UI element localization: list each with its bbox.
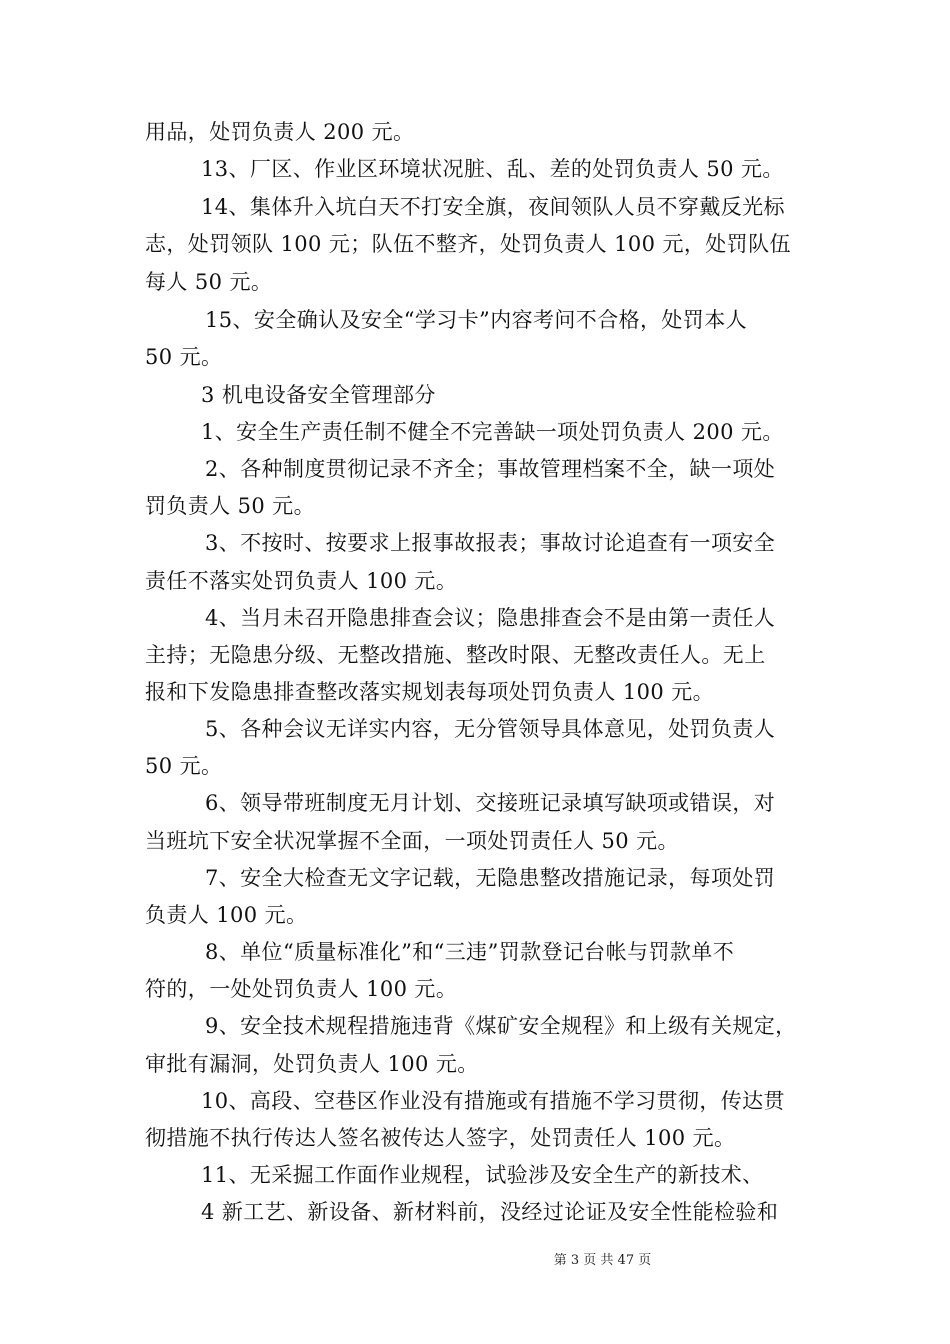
text-line: 8、单位“质量标准化”和“三违”罚款登记台帐与罚款单不 [205,940,735,964]
page-number: 第 3 页 共 47 页 [553,1253,652,1268]
text-line: 14、集体升入坑白天不打安全旗，夜间领队人员不穿戴反光标 [201,195,785,219]
text-line: 责任不落实处罚负责人 100 元。 [145,569,458,593]
text-line: 9、安全技术规程措施违背《煤矿安全规程》和上级有关规定， [205,1014,797,1038]
text-line: 50 元。 [145,345,223,369]
text-line: 11、无采掘工作面作业规程，试验涉及安全生产的新技术、 [201,1163,764,1187]
text-line: 4、当月未召开隐患排查会议；隐患排查会不是由第一责任人 [205,606,776,630]
text-line: 报和下发隐患排查整改落实规划表每项处罚负责人 100 元。 [145,680,715,704]
text-line: 志，处罚领队 100 元；队伍不整齐，处罚负责人 100 元，处罚队伍 [145,232,791,256]
text-line: 每人 50 元。 [145,270,273,294]
text-line: 符的，一处处罚负责人 100 元。 [145,977,458,1001]
text-line: 3、不按时、按要求上报事故报表；事故讨论追查有一项安全 [205,531,776,555]
text-line: 彻措施不执行传达人签名被传达人签字，处罚责任人 100 元。 [145,1126,736,1150]
text-line: 4 新工艺、新设备、新材料前，没经过论证及安全性能检验和 [201,1200,779,1224]
text-line: 7、安全大检查无文字记载，无隐患整改措施记录，每项处罚 [205,866,776,890]
text-line: 5、各种会议无详实内容，无分管领导具体意见，处罚负责人 [205,717,776,741]
text-line: 当班坑下安全状况掌握不全面，一项处罚责任人 50 元。 [145,829,679,853]
section-heading: 3 机电设备安全管理部分 [201,383,436,407]
text-line: 6、领导带班制度无月计划、交接班记录填写缺项或错误，对 [205,791,776,815]
text-line: 1、安全生产责任制不健全不完善缺一项处罚负责人 200 元。 [201,420,784,444]
text-line: 负责人 100 元。 [145,903,308,927]
text-line: 2、各种制度贯彻记录不齐全；事故管理档案不全，缺一项处 [205,457,776,481]
text-line: 主持；无隐患分级、无整改措施、整改时限、无整改责任人。无上 [145,643,766,667]
text-line: 罚负责人 50 元。 [145,494,316,518]
text-line: 用品，处罚负责人 200 元。 [145,120,415,144]
text-line: 13、厂区、作业区环境状况脏、乱、差的处罚负责人 50 元。 [201,157,784,181]
text-line: 50 元。 [145,754,223,778]
text-line: 10、高段、空巷区作业没有措施或有措施不学习贯彻，传达贯 [201,1089,785,1113]
text-line: 审批有漏洞，处罚负责人 100 元。 [145,1052,479,1076]
text-line: 15、安全确认及安全“学习卡”内容考问不合格，处罚本人 [205,308,747,332]
